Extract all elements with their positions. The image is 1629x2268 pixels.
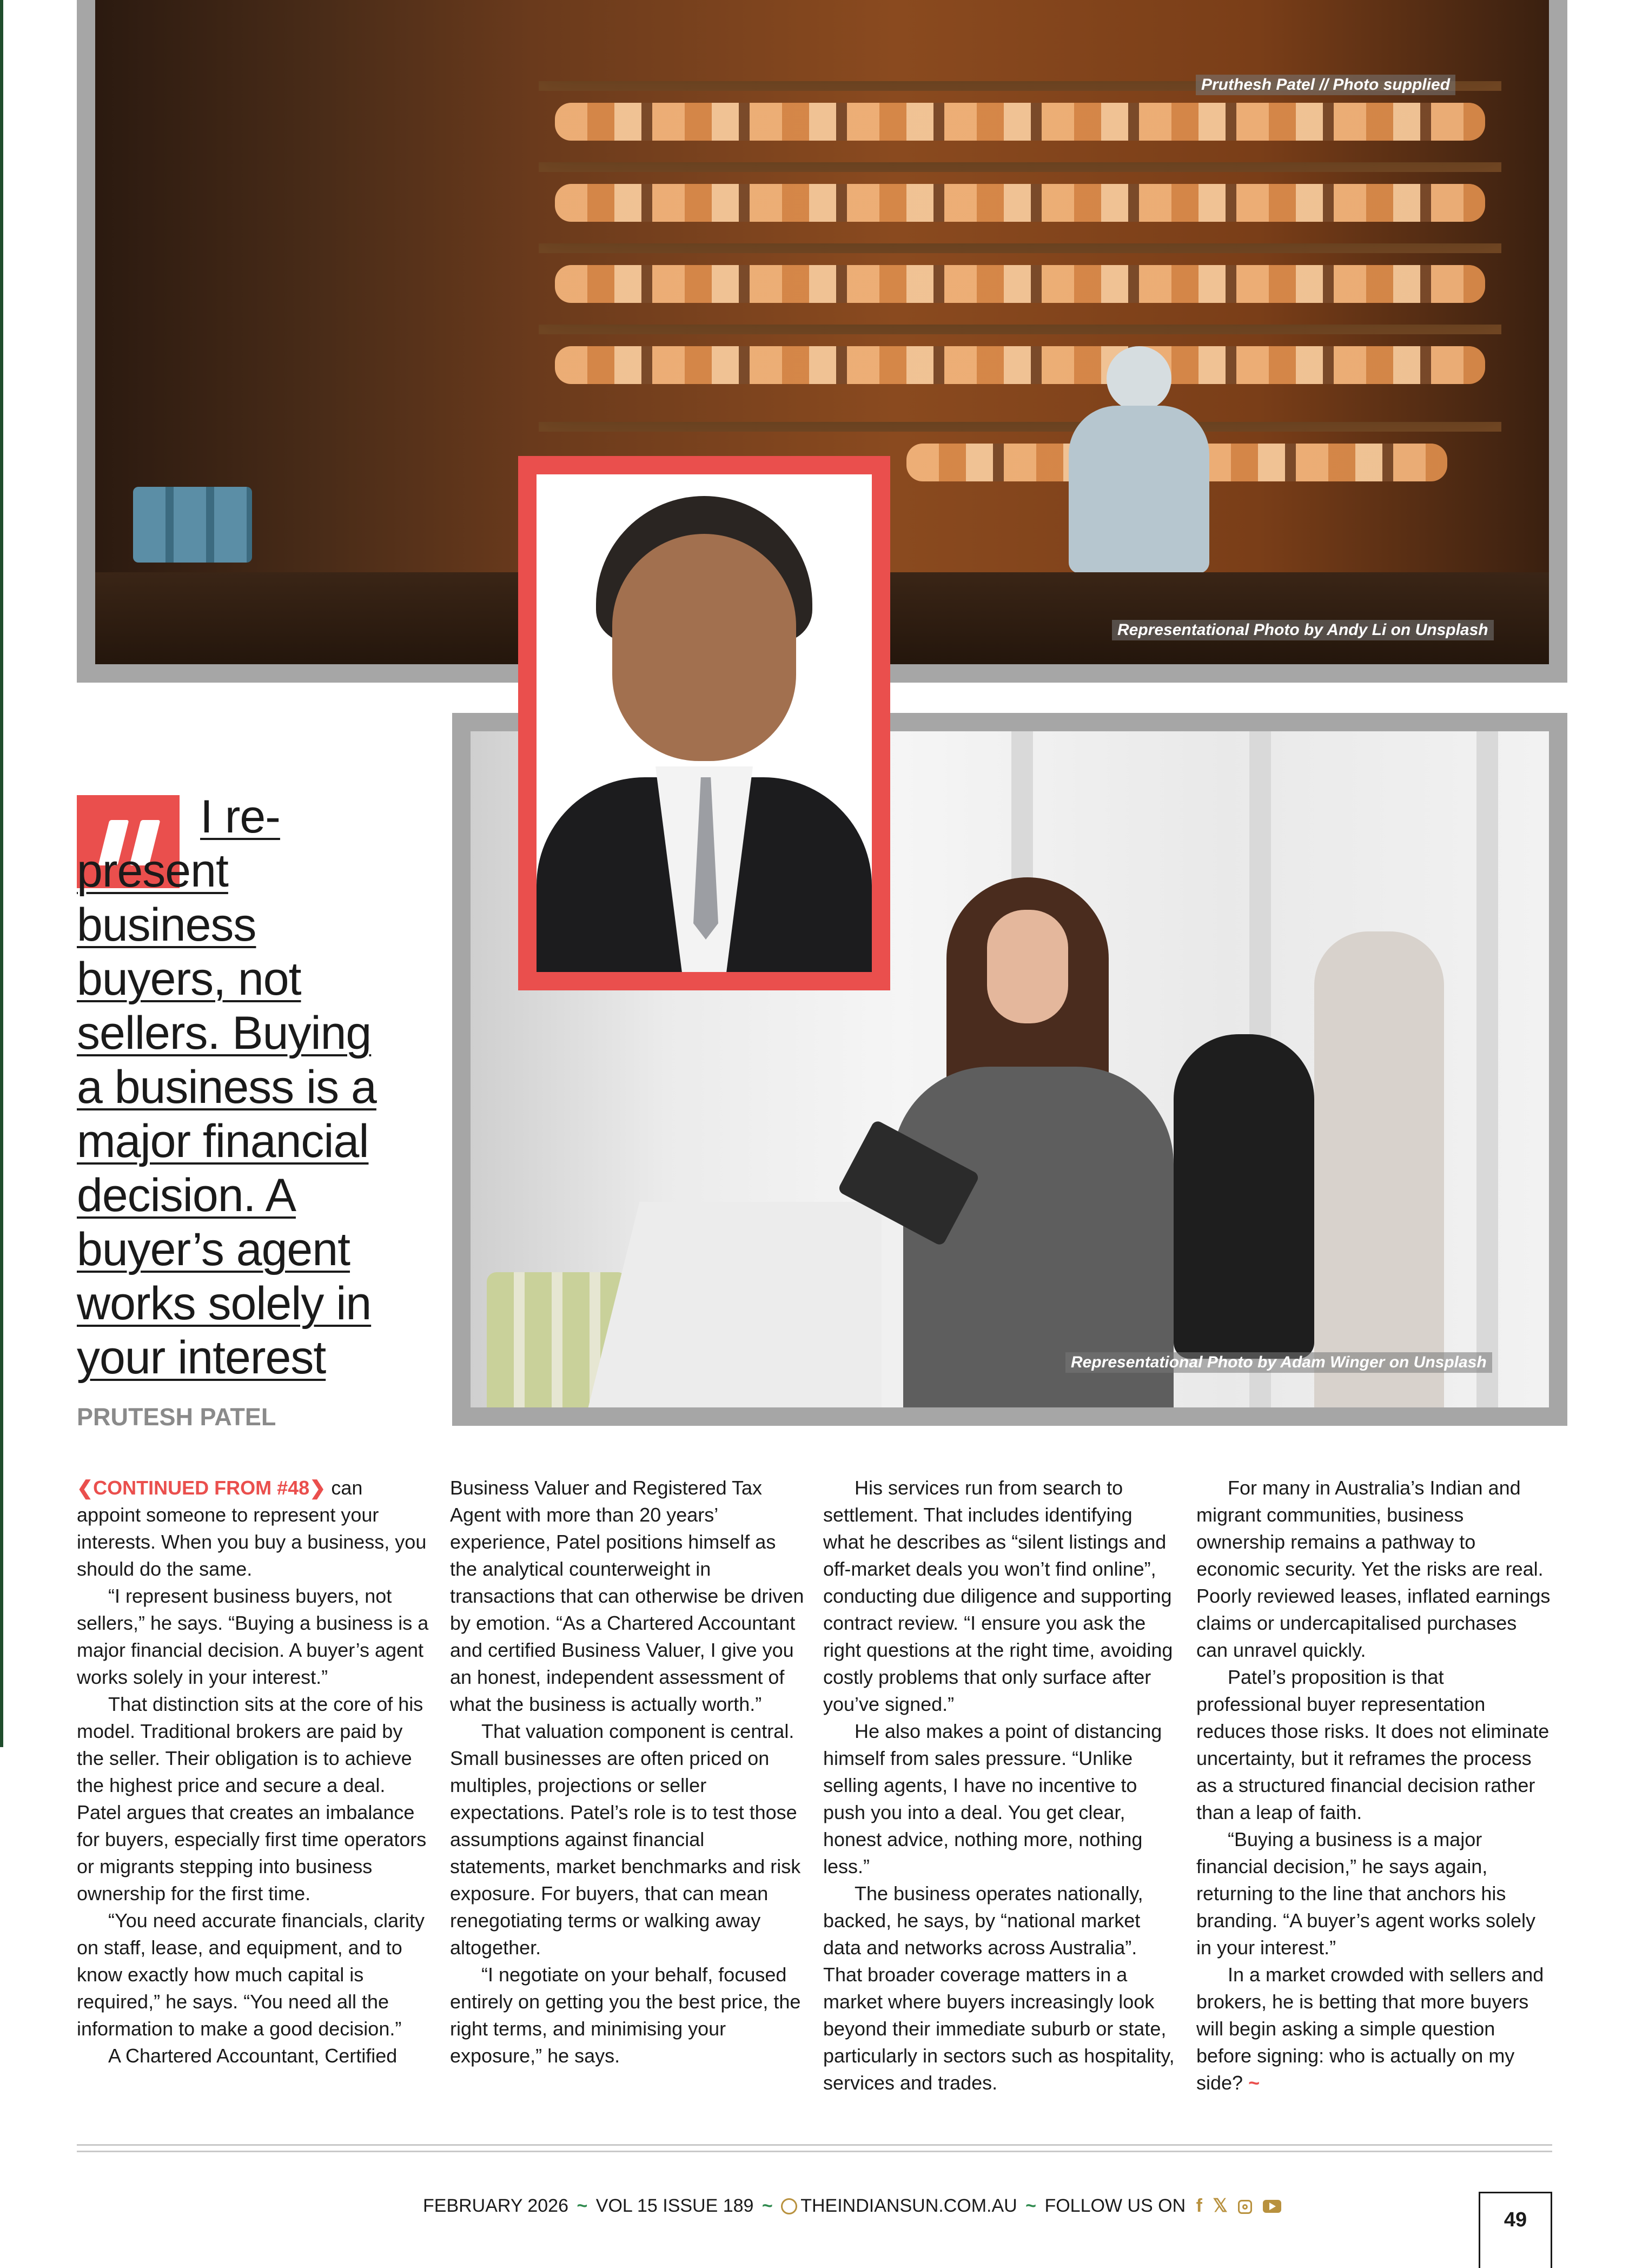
youtube-icon[interactable] [1263,2200,1281,2213]
article-paragraph: “I represent business buyers, not sellers,” he says. “Buying a business is a major financial decision. A buyer’s agent works solely in your interest.” [77,1585,429,1688]
bread-row [555,184,1485,222]
article-column-4 [1196,1474,1551,2097]
article-paragraph [1196,1961,1551,2097]
page-edge-stripe [0,0,3,1747]
follow-label: FOLLOW US ON [1044,2196,1186,2216]
end-mark-icon: ~ [1248,2072,1260,2094]
client-figure [1174,1034,1314,1359]
article-paragraph: “I negotiate on your behalf, focused entirely on getting you the best price, the right terms, and minimising your exposure,” he says. [450,1963,801,2067]
article-column-1 [77,1474,432,2069]
website-link[interactable]: THEINDIANSUN.COM.AU [800,2196,1017,2216]
article-paragraph: That valuation component is central. Small businesses are often priced on multiples, projections or seller expectations. Patel’s role is to test those assumptions against financial statements, market benchmarks and risk exposure. For buyers, that can mean renegotiating terms or walking away altogether. [450,1720,801,1959]
globe-icon [781,2198,797,2214]
article-paragraph [77,1474,432,1583]
facebook-icon[interactable]: f [1196,2196,1202,2216]
article-paragraph: A Chartered Accountant, Certified [108,2045,398,2067]
baker-figure [1058,346,1220,573]
window-frame [1476,731,1498,1407]
tablet-stand [882,1207,903,1407]
woman-face [987,910,1068,1023]
article-text: can appoint someone to represent your interests. When you buy a business, you should do the same. [77,1477,427,1580]
footer-rule [77,2144,1552,2146]
article-paragraph: Business Valuer and Registered Tax Agent with more than 20 years’ experience, Patel positions himself as the analytical counterweight in transactions that can otherwise be driven by emotion. “As a Chartered Accountant and certified Business Valuer, I give you an honest, independent assessment of what the business is actually worth.” [450,1477,804,1715]
page-footer [423,2195,1287,2217]
bakery-shelf [539,422,1501,432]
x-icon[interactable]: 𝕏 [1213,2196,1228,2216]
article-paragraph: He also makes a point of distancing himself from sales pressure. “Unlike selling agents, I have no incentive to push you into a deal. You get clear, honest advice, nothing more, nothing less.” [823,1720,1162,1877]
article-paragraph: For many in Australia’s Indian and migrant communities, business ownership remains a pathway to economic security. Yet the risks are real. Poorly reviewed leases, inflated earnings claims or undercapitalised purchases can unravel quickly. [1196,1477,1551,1661]
article-column-3 [823,1474,1178,2097]
photo-credit: Representational Photo by Adam Winger on Unsplash [1065,1352,1492,1373]
tilde-separator-icon: ~ [1025,2196,1037,2216]
footer-rule [77,2151,1552,2152]
portrait-face [612,534,796,761]
bread-row [555,265,1485,303]
bakery-shelf [539,243,1501,253]
bread-row [555,103,1485,141]
continued-from-tag: ❮CONTINUED FROM #48❯ [77,1477,326,1499]
page-number: 49 [1479,2192,1552,2268]
cups-stack [133,487,252,563]
bread-row [555,346,1485,384]
article-paragraph: His services run from search to settlement. That includes identifying what he describes as “silent listings and off-market deals you won’t find online”, conducting due diligence and supporting contract review. “I ensure you ask the right questions at the right time, avoiding costly problems that only surface after you’ve signed.” [823,1477,1173,1715]
article-paragraph: “Buying a business is a major financial decision,” he says again, returning to the line that anchors his branding. “A buyer’s agent works solely in your interest.” [1196,1828,1536,1959]
article-paragraph: “You need accurate financials, clarity on staff, lease, and equipment, and to know exactly how much capital is required,” he says. “You need all the information to make a good decision.” [77,1909,425,2040]
pull-quote: I re- present business buyers, not sellers. Buying a business is a major financial decision. A buyer’s agent works solely in your interest [77,791,376,1384]
article-text: In a market crowded with sellers and brokers, he is betting that more buyers will begin asking a simple question before signing: who is actually on my side? [1196,1963,1544,2094]
instagram-icon[interactable] [1238,2200,1252,2214]
photo-credit: Pruthesh Patel // Photo supplied [1196,75,1455,95]
tilde-separator-icon: ~ [761,2196,773,2216]
bakery-shelf [539,325,1501,334]
social-links [1196,2195,1287,2217]
article-column-2 [450,1474,805,2069]
stylist-figure [1314,931,1444,1407]
issue-date: FEBRUARY 2026 [423,2196,568,2216]
portrait-photo [518,456,890,990]
issue-volume: VOL 15 ISSUE 189 [595,2196,754,2216]
article-paragraph: The business operates nationally, backed, he says, by “national market data and networks across Australia”. That broader coverage matters in a market where buyers increasingly look beyond their immediate suburb or state, particularly in sectors such as hospitality, services and trades. [823,1882,1175,2094]
article-paragraph: That distinction sits at the core of his model. Traditional brokers are paid by the seller. Their obligation is to achieve the highest price and secure a deal. Patel argues that creates an imbalance for buyers, especially first time operators or migrants stepping into business ownership for the first time. [77,1693,427,1905]
portrait-inner [537,474,872,972]
photo-credit: Representational Photo by Andy Li on Unsplash [1112,620,1494,640]
article-paragraph: Patel’s proposition is that professional buyer representation reduces those risks. It does not eliminate uncertainty, but it reframes the process as a structured financial decision rather than a leap of faith. [1196,1666,1549,1823]
pull-quote-attribution: PRUTESH PATEL [77,1403,276,1431]
bakery-shelf [539,162,1501,172]
tilde-separator-icon: ~ [577,2196,588,2216]
